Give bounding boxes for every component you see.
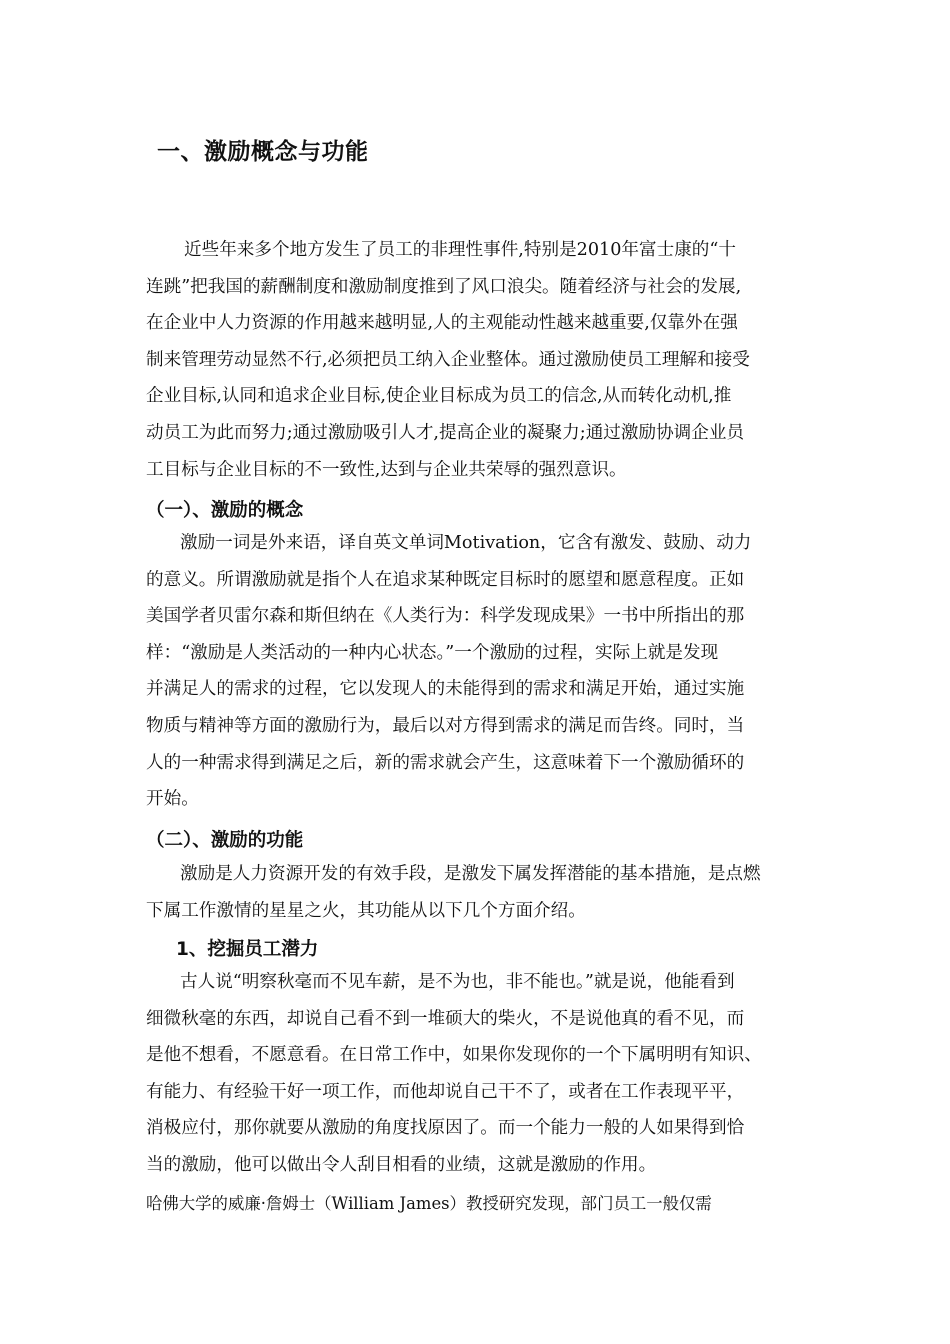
- page-title: 一、激励概念与功能: [157, 139, 369, 165]
- text-line: 工目标与企业目标的不一致性,达到与企业共荣辱的强烈意识。: [146, 459, 627, 480]
- text-line: 古人说“明察秋毫而不见车薪，是不为也，非不能也。”就是说，他能看到: [180, 972, 735, 992]
- text-line: 当的激励，他可以做出令人刮目相看的业绩，这就是激励的作用。: [146, 1154, 657, 1175]
- text-line: 制来管理劳动显然不行,必须把员工纳入企业整体。通过激励使员工理解和接受: [146, 349, 750, 370]
- text-line: 哈佛大学的威廉·詹姆士（William James）教授研究发现，部门员工一般仅需: [146, 1194, 712, 1213]
- text-line: 消极应付，那你就要从激励的角度找原因了。而一个能力一般的人如果得到恰: [146, 1118, 745, 1139]
- text-line: 动员工为此而努力;通过激励吸引人才,提高企业的凝聚力;通过激励协调企业员: [146, 422, 745, 443]
- text-line: 企业目标,认同和追求企业目标,使企业目标成为员工的信念,从而转化动机,推: [146, 386, 732, 407]
- intro-paragraph: [146, 232, 816, 488]
- text-line: 激励是人力资源开发的有效手段，是激发下属发挥潜能的基本措施，是点燃: [180, 864, 761, 884]
- text-line: 样：“激励是人类活动的一种内心状态。”一个激励的过程，实际上就是发现: [146, 642, 719, 663]
- text-line: 人的一种需求得到满足之后，新的需求就会产生，这意味着下一个激励循环的: [146, 752, 745, 773]
- text-line: 近些年来多个地方发生了员工的非理性事件,特别是2010年富士康的“十: [184, 240, 736, 260]
- text-line: 开始。: [146, 789, 199, 810]
- text-line: 激励一词是外来语，译自英文单词Motivation，它含有激发、鼓励、动力: [180, 533, 752, 553]
- text-line: 的意义。所谓激励就是指个人在追求某种既定目标时的愿望和愿意程度。正如: [146, 569, 745, 590]
- potential-paragraph: [146, 964, 816, 1184]
- text-line: 下属工作激情的星星之火，其功能从以下几个方面介绍。: [146, 900, 586, 921]
- concept-paragraph: [146, 525, 816, 818]
- text-line: 物质与精神等方面的激励行为，最后以对方得到需求的满足而告终。同时，当: [146, 715, 745, 736]
- text-line: 是他不想看，不愿意看。在日常工作中，如果你发现你的一个下属明明有知识、: [146, 1045, 762, 1066]
- text-line: 美国学者贝雷尔森和斯但纳在《人类行为：科学发现成果》一书中所指出的那: [146, 606, 745, 627]
- text-line: 有能力、有经验干好一项工作，而他却说自己干不了，或者在工作表现平平，: [146, 1081, 745, 1102]
- text-line: 并满足人的需求的过程，它以发现人的未能得到的需求和满足开始，通过实施: [146, 679, 745, 700]
- text-line: 在企业中人力资源的作用越来越明显,人的主观能动性越来越重要,仅靠外在强: [146, 313, 738, 334]
- text-line: 细微秋毫的东西，却说自己看不到一堆硕大的柴火，不是说他真的看不见，而: [146, 1008, 745, 1029]
- text-line: 连跳”把我国的薪酬制度和激励制度推到了风口浪尖。随着经济与社会的发展,: [146, 276, 742, 297]
- subsection-heading-potential: 1、挖掘员工潜力: [176, 939, 319, 960]
- section-heading-function: （二）、激励的功能: [146, 830, 304, 851]
- closing-paragraph: [146, 1188, 816, 1220]
- section-heading-concept: （一）、激励的概念: [146, 500, 304, 521]
- function-paragraph: [146, 856, 816, 929]
